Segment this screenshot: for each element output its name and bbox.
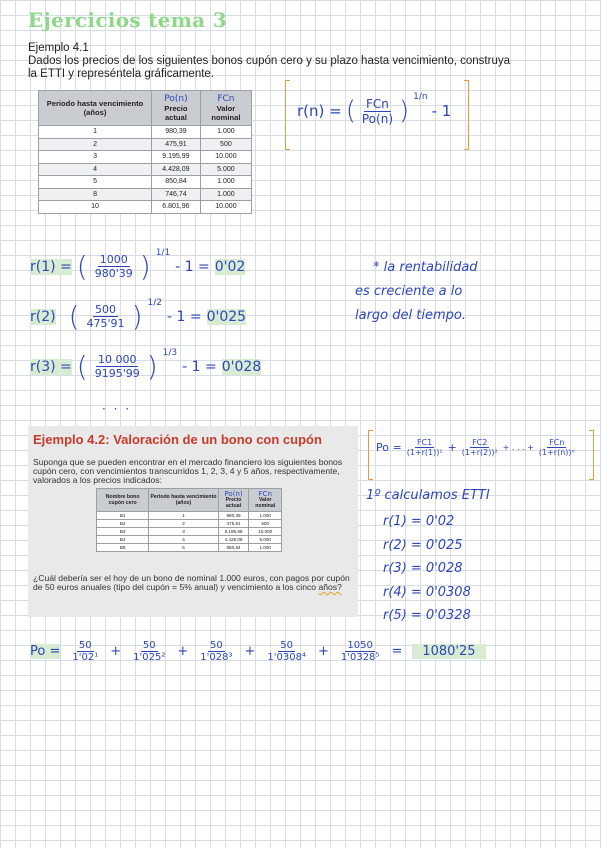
table-row: [97, 544, 282, 552]
table-cell: 3: [39, 151, 152, 164]
table-row: [39, 151, 252, 164]
table-cell: 8: [39, 188, 152, 201]
fraction: [198, 640, 234, 663]
fraction: [537, 438, 577, 457]
paren: (: [68, 300, 80, 333]
table-cell: 500: [249, 520, 282, 528]
equals-sign: =: [391, 644, 403, 659]
paren: ): [399, 96, 410, 126]
table-row: [97, 520, 282, 528]
column-header: Periodo hasta vencimiento (años): [149, 489, 218, 512]
denominator: 1'0328⁵: [340, 652, 380, 663]
table-row: [39, 188, 252, 201]
table-cell: 1.000: [200, 188, 251, 201]
final-lhs: Po =: [30, 644, 61, 659]
fraction: [460, 438, 500, 457]
table-cell: 10.000: [249, 528, 282, 536]
table-cell: 2: [39, 138, 152, 151]
calc-r3: [30, 347, 262, 383]
table-cell: 5.000: [200, 163, 251, 176]
numerator: 10 000: [97, 353, 137, 366]
note-line: largo del tiempo.: [355, 308, 466, 323]
denominator: Po(n): [361, 111, 393, 126]
numerator: 50: [142, 640, 156, 651]
example-4-2-question: [33, 574, 353, 592]
handwritten-label: FCn: [217, 93, 235, 104]
bracket-right: [464, 80, 469, 150]
fraction: [339, 640, 382, 663]
calc-result: 0'02: [214, 258, 246, 275]
table-cell: 1: [39, 126, 152, 139]
price-formula-box: [368, 430, 594, 480]
column-header: [249, 489, 282, 512]
table-cell: 980,39: [152, 126, 201, 139]
numerator: 1000: [99, 253, 128, 266]
example-4-2-title: Ejemplo 4.2: Valoración de un bono con cupón: [33, 432, 322, 447]
table-row: [97, 512, 282, 520]
plus-sign: +: [244, 644, 256, 659]
table-cell: 4.428,09: [152, 163, 201, 176]
table-cell: B5: [97, 544, 149, 552]
formula-box: [285, 80, 469, 150]
steps-heading: 1º calculamos ETTI: [366, 488, 490, 503]
table-cell: 5: [39, 176, 152, 189]
final-valuation: [30, 640, 486, 663]
table-cell: 2: [149, 520, 218, 528]
calc-lhs: r(2): [30, 308, 56, 325]
column-label: Valor nominal: [211, 103, 241, 122]
plus-sign: +: [447, 441, 457, 454]
table-cell: 850,84: [218, 544, 249, 552]
calc-lhs: r(3) =: [30, 358, 72, 375]
note-line: es creciente a lo: [355, 284, 463, 299]
table-cell: 746,74: [152, 188, 201, 201]
table-cell: 1.000: [200, 126, 251, 139]
example-4-2-text: Suponga que se pueden encontrar en el mercado financiero los siguientes bonos cupón cero, con vencimientos transcurridos 1, 2, 3, 4 y 5 años, respectivamente, valorados a los precios indicados:: [33, 457, 343, 485]
plus-sign: +: [177, 644, 189, 659]
po-formula: [376, 438, 577, 457]
bracket-right: [589, 430, 594, 480]
paren: ): [139, 250, 151, 283]
exponent: 1/n: [413, 92, 428, 102]
numerator: 1050: [347, 640, 373, 651]
table-cell: 475,91: [218, 520, 249, 528]
fraction: [85, 303, 127, 330]
table-row: [39, 176, 252, 189]
formula-tail: - 1: [431, 102, 452, 120]
table-cell: 6.801,96: [152, 201, 201, 214]
column-header: [200, 91, 251, 126]
fraction: [70, 640, 100, 663]
handwritten-label: FCn: [258, 490, 272, 498]
ellipsis: + . . . +: [502, 443, 534, 452]
example-heading: Ejemplo 4.1: [28, 42, 89, 54]
denominator: (1+r(1))¹: [406, 448, 443, 457]
etti-steps: [383, 510, 471, 628]
question-text: pagos por cupón de 50 euros anuales (tipo del cupón = 5% anual) y vencimiento a los cinco: [33, 573, 350, 592]
denominator: 1'0308⁴: [267, 652, 306, 663]
table-row: [97, 536, 282, 544]
exponent: 1/2: [147, 297, 162, 308]
numerator: 50: [209, 640, 223, 651]
table-cell: 10: [39, 201, 152, 214]
numerator: 50: [78, 640, 92, 651]
step-line: r(3) = 0'028: [383, 561, 463, 576]
calc-mid: - 1 =: [182, 358, 217, 375]
formula-lhs: Po =: [376, 441, 402, 454]
table-row: [39, 126, 252, 139]
table-cell: 5: [149, 544, 218, 552]
page-title: Ejercicios tema 3: [28, 8, 227, 32]
continuation-dots: · · ·: [102, 402, 132, 416]
plus-sign: +: [110, 644, 122, 659]
column-label: Precio actual: [225, 497, 242, 509]
table-row: [39, 138, 252, 151]
example-4-1-statement: [28, 42, 588, 81]
table-row: [39, 163, 252, 176]
table-row: [97, 528, 282, 536]
numerator: FC2: [472, 438, 488, 447]
calc-lhs: r(1) =: [30, 258, 72, 275]
statement-line: Dados los precios de los siguientes bonos cupón cero y su plazo hasta vencimiento, construya: [28, 55, 510, 67]
denominator: 1'028³: [200, 652, 233, 663]
calc-result: 0'025: [206, 308, 247, 325]
denominator: 9195'99: [94, 367, 140, 380]
fraction: [93, 253, 135, 280]
table-cell: 9.195,99: [218, 528, 249, 536]
numerator: 50: [280, 640, 294, 651]
question-text: años?: [318, 582, 342, 592]
question-text: ¿Cuál debería ser el hoy de un bono de nominal 1.000 euros, con: [33, 573, 286, 583]
table-cell: 1.000: [200, 176, 251, 189]
fraction: [93, 353, 142, 380]
fraction: [131, 640, 167, 663]
denominator: 475'91: [86, 317, 125, 330]
fraction: [360, 97, 395, 126]
column-label: Precio actual: [164, 103, 188, 122]
table-cell: 1: [149, 512, 218, 520]
table-cell: B2: [97, 520, 149, 528]
calc-r2: [30, 297, 247, 333]
step-line: r(5) = 0'0328: [383, 608, 471, 623]
table-cell: 10.000: [200, 201, 251, 214]
table-cell: B3: [97, 528, 149, 536]
bracket-left: [285, 80, 290, 150]
denominator: 1'02¹: [72, 652, 99, 663]
paren: ): [146, 350, 158, 383]
numerator: FC1: [416, 438, 433, 447]
final-result: 1080'25: [412, 644, 485, 659]
paren: (: [76, 350, 88, 383]
table-cell: 5.000: [249, 536, 282, 544]
column-header: Nombre bono cupón cero: [97, 489, 149, 512]
paren: (: [345, 96, 356, 126]
table-cell: 1.000: [249, 512, 282, 520]
table-cell: 475,91: [152, 138, 201, 151]
bracket-left: [368, 430, 373, 480]
table-cell: 980,39: [218, 512, 249, 520]
plus-sign: +: [317, 644, 329, 659]
calc-r1: [30, 247, 246, 283]
formula-lhs: r(n) =: [297, 102, 342, 120]
denominator: (1+r(n))ⁿ: [538, 448, 575, 457]
table-cell: B4: [97, 536, 149, 544]
numerator: 500: [95, 303, 117, 316]
column-header: [152, 91, 201, 126]
calc-mid: - 1 =: [166, 308, 202, 325]
table-cell: 10.000: [200, 151, 251, 164]
table-cell: 4: [149, 536, 218, 544]
table-cell: 3: [149, 528, 218, 536]
table-cell: 500: [200, 138, 251, 151]
handwritten-label: Po(n): [164, 93, 188, 104]
paren: (: [76, 250, 88, 283]
table-row: [39, 201, 252, 214]
numerator: FCn: [365, 96, 389, 111]
table-cell: 850,84: [152, 176, 201, 189]
bond-prices-table: [38, 90, 252, 214]
step-line: r(4) = 0'0308: [383, 584, 471, 600]
step-line: r(2) = 0'025: [383, 537, 463, 553]
handwritten-note: [355, 256, 478, 328]
table-cell: 9.195,99: [152, 151, 201, 164]
statement-line: la ETTI y represéntela gráficamente.: [28, 68, 214, 80]
denominator: 980'39: [94, 267, 133, 280]
column-header: [218, 489, 249, 512]
numerator: FCn: [549, 438, 565, 447]
table-cell: B1: [97, 512, 149, 520]
exponent: 1/3: [162, 347, 178, 358]
calc-result: 0'028: [221, 358, 262, 375]
table-cell: 4: [39, 163, 152, 176]
note-line: * la rentabilidad: [373, 260, 478, 275]
column-label: Valor nominal: [255, 497, 276, 509]
table-cell: 4.428,09: [218, 536, 249, 544]
denominator: (1+r(2))²: [461, 448, 498, 457]
table-cell: 1.000: [249, 544, 282, 552]
coupon-bonds-table: [96, 488, 282, 552]
step-line: r(1) = 0'02: [383, 514, 455, 529]
exponent: 1/1: [155, 247, 171, 258]
rn-formula: [297, 92, 452, 126]
fraction: [265, 640, 308, 663]
calc-mid: - 1 =: [175, 258, 210, 275]
denominator: 1'025²: [133, 652, 166, 663]
fraction: [405, 438, 445, 457]
column-header: Periodo hasta vencimiento (años): [39, 91, 152, 126]
paren: ): [131, 300, 143, 333]
handwritten-label: Po(n): [224, 490, 243, 498]
